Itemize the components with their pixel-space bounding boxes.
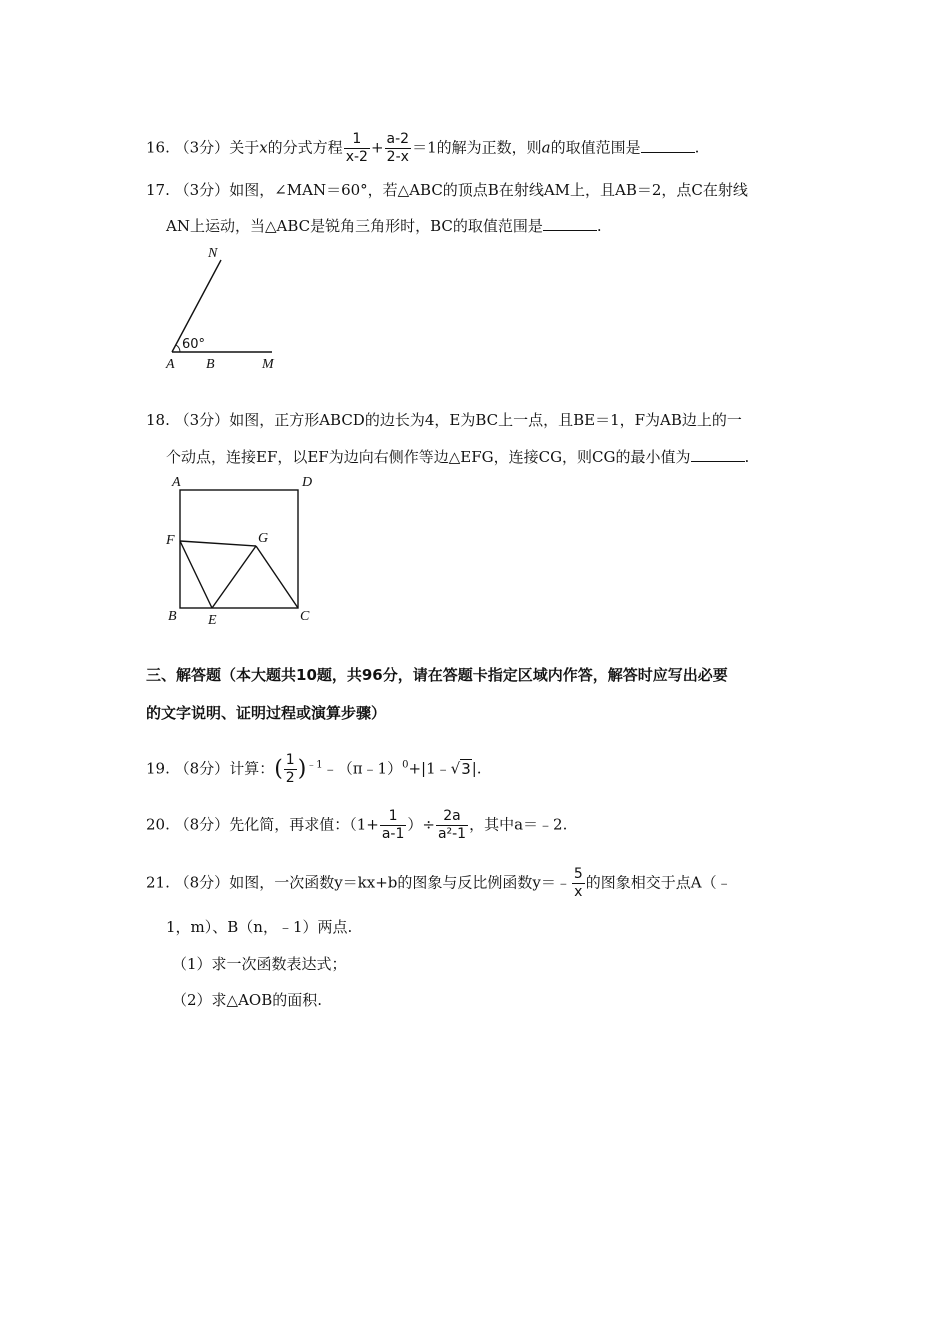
label-n: N — [208, 246, 218, 261]
q19-line — [146, 752, 482, 787]
q18-line2 — [166, 447, 749, 467]
q19-text: +|1﹣ — [408, 759, 451, 778]
q17-line2 — [166, 216, 602, 236]
q17-figure — [160, 240, 300, 375]
q20-score: （8分） — [174, 815, 230, 834]
q20-fraction-2: $\frac{2a}{\text{a²-1}}$ — [437, 808, 467, 842]
label-m: M — [262, 357, 274, 372]
section3-heading-line1: 三、解答题（本大题共10题，共96分，请在答题卡指定区域内作答，解答时应写出必要 — [146, 666, 728, 684]
q21-sub1: （1）求一次函数表达式； — [172, 955, 347, 973]
q19-text: 计算： — [229, 759, 275, 778]
q16-plus: + — [370, 138, 384, 157]
q18-line1 — [146, 410, 742, 430]
q19-number: 19. — [146, 759, 170, 778]
q21-text: 的图象相交于点A（﹣ — [585, 873, 732, 892]
segment-fe — [180, 541, 212, 608]
q21-fraction: $\frac{5}{x}$ — [573, 866, 583, 900]
q17-score: （3分） — [174, 181, 230, 199]
q16-fraction-2: $\frac{a-2}{2-x}$ — [386, 131, 410, 165]
label-f: F — [166, 533, 175, 548]
q17-text: 如图，∠MAN＝60°，若△ABC的顶点B在射线AM上，且AB＝2，点C在射线 — [229, 181, 748, 199]
q18-figure — [160, 470, 330, 630]
q21-text: 如图，一次函数y＝kx+b的图象与反比例函数y＝﹣ — [229, 873, 571, 892]
q20-fraction-1: $\frac{1}{a-1}$ — [381, 808, 405, 842]
q16-var-a: a — [541, 138, 551, 157]
q19-score: （8分） — [174, 759, 230, 778]
q17-text: AN上运动，当△ABC是锐角三角形时，BC的取值范围是 — [166, 217, 543, 235]
label-angle: 60° — [182, 337, 206, 352]
label-b: B — [168, 609, 177, 624]
answer-blank[interactable] — [543, 216, 597, 231]
q16-score: （3分） — [174, 138, 230, 157]
q16-text: 关于 — [229, 138, 260, 157]
segment-gc — [256, 546, 298, 608]
label-g: G — [258, 531, 269, 546]
q20-text: ，其中a＝﹣2. — [469, 815, 568, 834]
paren-close: ) — [297, 756, 307, 782]
q16-text: 的分式方程 — [267, 138, 343, 157]
q20-number: 20. — [146, 815, 170, 834]
angle-arc — [176, 345, 180, 352]
q20-line — [146, 808, 567, 843]
q20-text: 先化简，再求值：（1+ — [229, 815, 379, 834]
q16-text: ＝1的解为正数，则 — [412, 138, 542, 157]
q18-text: 如图，正方形ABCD的边长为4，E为BC上一点，且BE＝1，F为AB边上的一 — [229, 411, 742, 429]
answer-blank[interactable] — [691, 447, 745, 462]
q21-sub2: （2）求△AOB的面积. — [172, 991, 323, 1009]
q21-score: （8分） — [174, 873, 230, 892]
q19-text: ﹣（π﹣1） — [322, 759, 403, 778]
q16-fraction-1: $\frac{1}{x-2}$ — [345, 131, 368, 165]
q17-line1 — [146, 180, 748, 200]
q18-score: （3分） — [174, 411, 230, 429]
q21-number: 21. — [146, 873, 170, 892]
segment-fg — [180, 541, 256, 546]
segment-eg — [212, 546, 256, 608]
q20-text: ）÷ — [407, 815, 435, 834]
q21-line1 — [146, 866, 732, 901]
q17-end: . — [596, 217, 602, 235]
q19-exponent: ﹣1 — [306, 759, 323, 771]
sqrt-symbol: √3 — [450, 759, 471, 778]
q16-line — [146, 131, 699, 166]
radicand: 3 — [461, 759, 471, 778]
label-e: E — [208, 613, 217, 628]
label-d: D — [302, 475, 313, 490]
label-b: B — [206, 357, 215, 372]
q19-text: |. — [471, 759, 482, 778]
q18-number: 18. — [146, 411, 170, 429]
q18-end: . — [744, 448, 750, 466]
q16-number: 16. — [146, 138, 170, 157]
q16-var-x: x — [259, 138, 268, 157]
label-a: A — [166, 357, 175, 372]
label-c: C — [300, 609, 310, 624]
label-a: A — [172, 475, 181, 490]
q21-line2: 1，m）、B（n，﹣1）两点. — [166, 918, 353, 936]
q17-number: 17. — [146, 181, 170, 199]
answer-blank[interactable] — [641, 138, 695, 153]
q16-end: . — [694, 138, 700, 157]
paren-open: ( — [274, 756, 283, 782]
section3-heading-line2: 的文字说明、证明过程或演算步骤） — [146, 704, 387, 722]
q18-text: 个动点，连接EF，以EF为边向右侧作等边△EFG，连接CG，则CG的最小值为 — [166, 448, 691, 466]
q19-exponent: 0 — [402, 759, 409, 771]
q19-fraction: $\frac{1}{2}$ — [285, 752, 295, 786]
square-abcd — [180, 490, 298, 608]
q16-text: 的取值范围是 — [550, 138, 641, 157]
